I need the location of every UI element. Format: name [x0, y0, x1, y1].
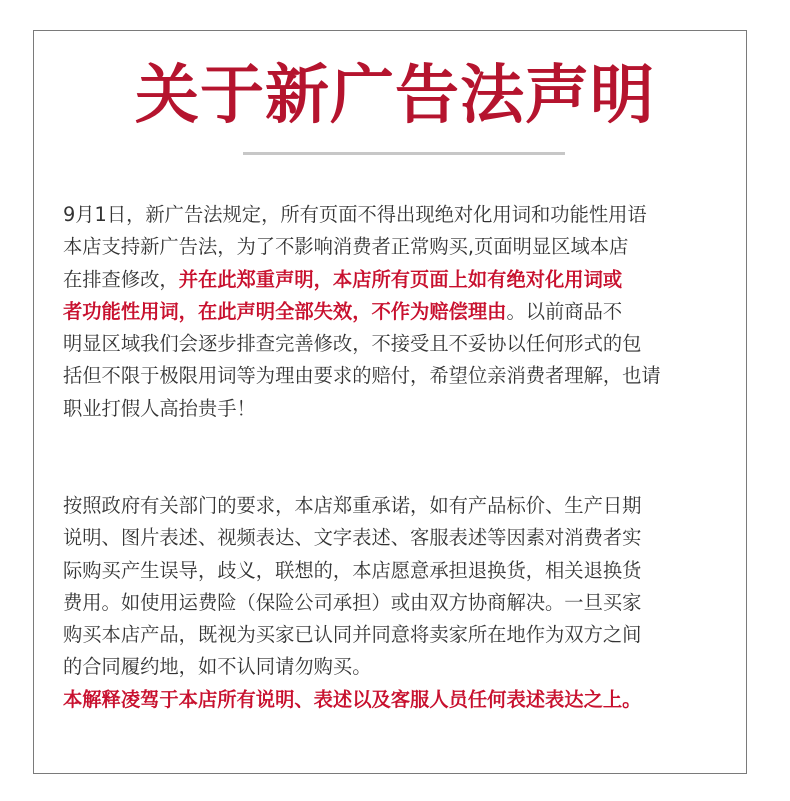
- body-text: 购买本店产品，既视为买家已认同并同意将卖家所在地作为双方之间: [63, 623, 642, 647]
- page-title: 关于新广告法声明: [135, 59, 655, 133]
- body-text: 费用。如使用运费险（保险公司承担）或由双方协商解决。一旦买家: [63, 590, 642, 614]
- text-line: [63, 555, 725, 587]
- title-divider: [243, 152, 565, 155]
- body-text: 职业打假人高抬贵手！: [63, 396, 256, 420]
- body-text: 的合同履约地，如不认同请勿购买。: [63, 655, 372, 679]
- text-line: [63, 587, 725, 619]
- text-line: [63, 328, 725, 360]
- text-line: [63, 522, 725, 554]
- text-line: [63, 231, 725, 263]
- body-text: 际购买产生误导，歧义，联想的，本店愿意承担退换货，相关退换货: [63, 558, 642, 582]
- emphasized-text: 者功能性用词，在此声明全部失效，不作为赔偿理由: [63, 299, 507, 323]
- text-line: [63, 651, 725, 683]
- body-text: 按照政府有关部门的要求，本店郑重承诺，如有产品标价、生产日期: [63, 494, 642, 517]
- body-text: 说明、图片表述、视频表达、文字表述、客服表述等因素对消费者实: [63, 526, 642, 550]
- statement-paragraph-2: [63, 490, 725, 716]
- body-text: 本店支持新广告法，为了不影响消费者正常购买,页面明显区域本店: [63, 235, 629, 259]
- text-line: [63, 619, 725, 651]
- text-line: [63, 199, 725, 231]
- text-line: [63, 684, 725, 716]
- body-text: 明显区域我们会逐步排查完善修改，不接受且不妥协以任何形式的包: [63, 332, 642, 356]
- body-text: 在排查修改，: [63, 267, 179, 291]
- body-text: 括但不限于极限用词等为理由要求的赔付，希望位亲消费者理解，也请: [63, 364, 661, 388]
- emphasized-text: 并在此郑重声明，本店所有页面上如有绝对化用词或: [178, 267, 623, 291]
- text-line: [63, 360, 725, 392]
- text-line: [63, 296, 725, 328]
- body-text: 。以前商品不: [506, 299, 623, 323]
- text-line: [63, 264, 725, 296]
- statement-paragraph-1: [63, 199, 725, 425]
- body-text: 9月1日，新广告法规定，所有页面不得出现绝对化用词和功能性用语: [63, 203, 647, 226]
- text-line: [63, 393, 725, 425]
- emphasized-text: 本解释凌驾于本店所有说明、表述以及客服人员任何表述表达之上。: [63, 687, 642, 711]
- text-line: [63, 490, 725, 522]
